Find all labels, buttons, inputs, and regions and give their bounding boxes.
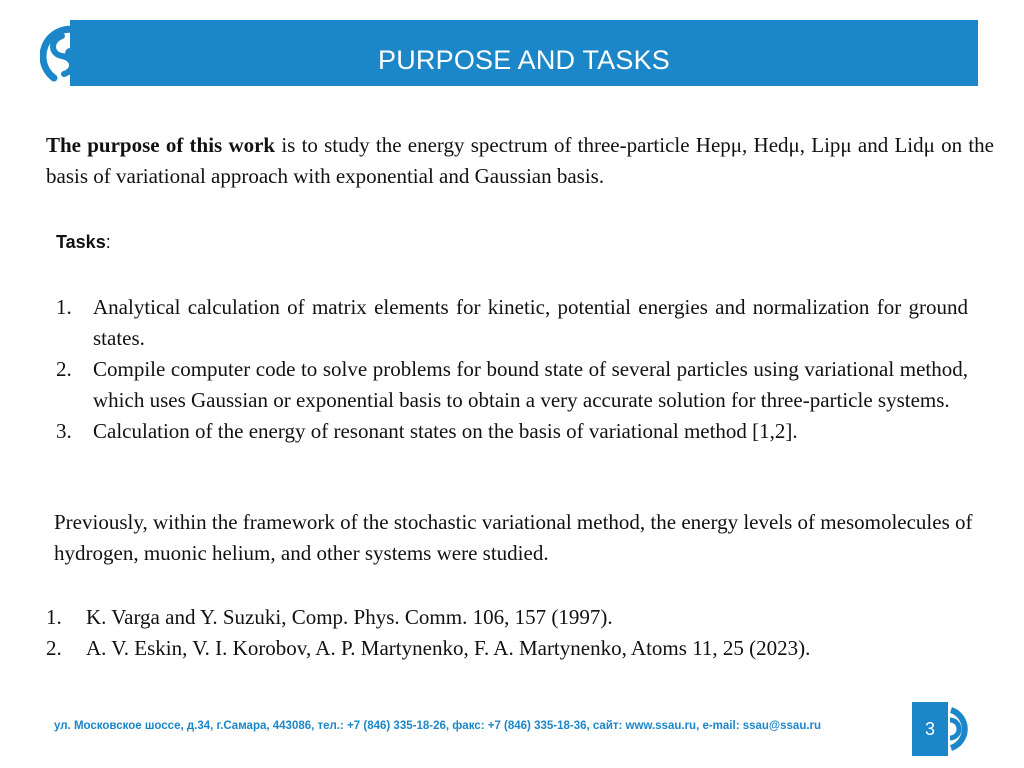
tasks-heading-label: Tasks: [56, 232, 106, 252]
reference-text: A. V. Eskin, V. I. Korobov, A. P. Martynenko, F. A. Martynenko, Atoms 11, 25 (2023).: [86, 636, 811, 660]
task-item: [56, 416, 968, 447]
reference-text: K. Varga and Y. Suzuki, Comp. Phys. Comm. 106, 157 (1997).: [86, 605, 613, 629]
task-number: 2.: [56, 357, 72, 381]
task-item: [56, 292, 968, 354]
tasks-list: [56, 292, 968, 447]
task-number: 3.: [56, 419, 72, 443]
tasks-heading-colon: :: [105, 232, 111, 252]
task-item: [56, 354, 968, 416]
reference-item: [46, 633, 1006, 664]
page-number: 3: [912, 702, 948, 756]
intro-paragraph: [46, 130, 994, 192]
footer-address: ул. Московское шоссе, д.34, г.Самара, 443086, тел.: +7 (846) 335-18-26, факс: +7 (846) 335-18-36, сайт: www.ssau.ru, e-mail: ssau@ssau.ru: [54, 720, 822, 732]
task-number: 1.: [56, 295, 72, 319]
reference-number: 1.: [46, 605, 62, 629]
tasks-heading: [56, 232, 111, 253]
task-text: Compile computer code to solve problems for bound state of several particles using variational method, which uses Gaussian or exponential basis to obtain a very accurate solution for three-particle systems.: [93, 357, 968, 412]
intro-bold-lead: The purpose of this work: [46, 133, 276, 157]
task-text: Calculation of the energy of resonant states on the basis of variational method [1,2].: [93, 419, 798, 443]
references-list: [46, 602, 1006, 664]
footer-logo-icon: [948, 702, 978, 756]
reference-number: 2.: [46, 636, 62, 660]
page-title: PURPOSE AND TASKS: [378, 45, 670, 75]
previously-paragraph: Previously, within the framework of the stochastic variational method, the energy levels of mesomolecules of hydrogen, muonic helium, and other systems were studied.: [54, 510, 973, 565]
intro-text: is to study the energy spectrum of three-particle Hepμ, Hedμ, Lipμ and Lidμ on the basis of variational approach with exponential and Gaussian basis.: [46, 133, 994, 188]
reference-item: [46, 602, 1006, 633]
task-text: Analytical calculation of matrix elements for kinetic, potential energies and normalization for ground states.: [93, 295, 968, 350]
